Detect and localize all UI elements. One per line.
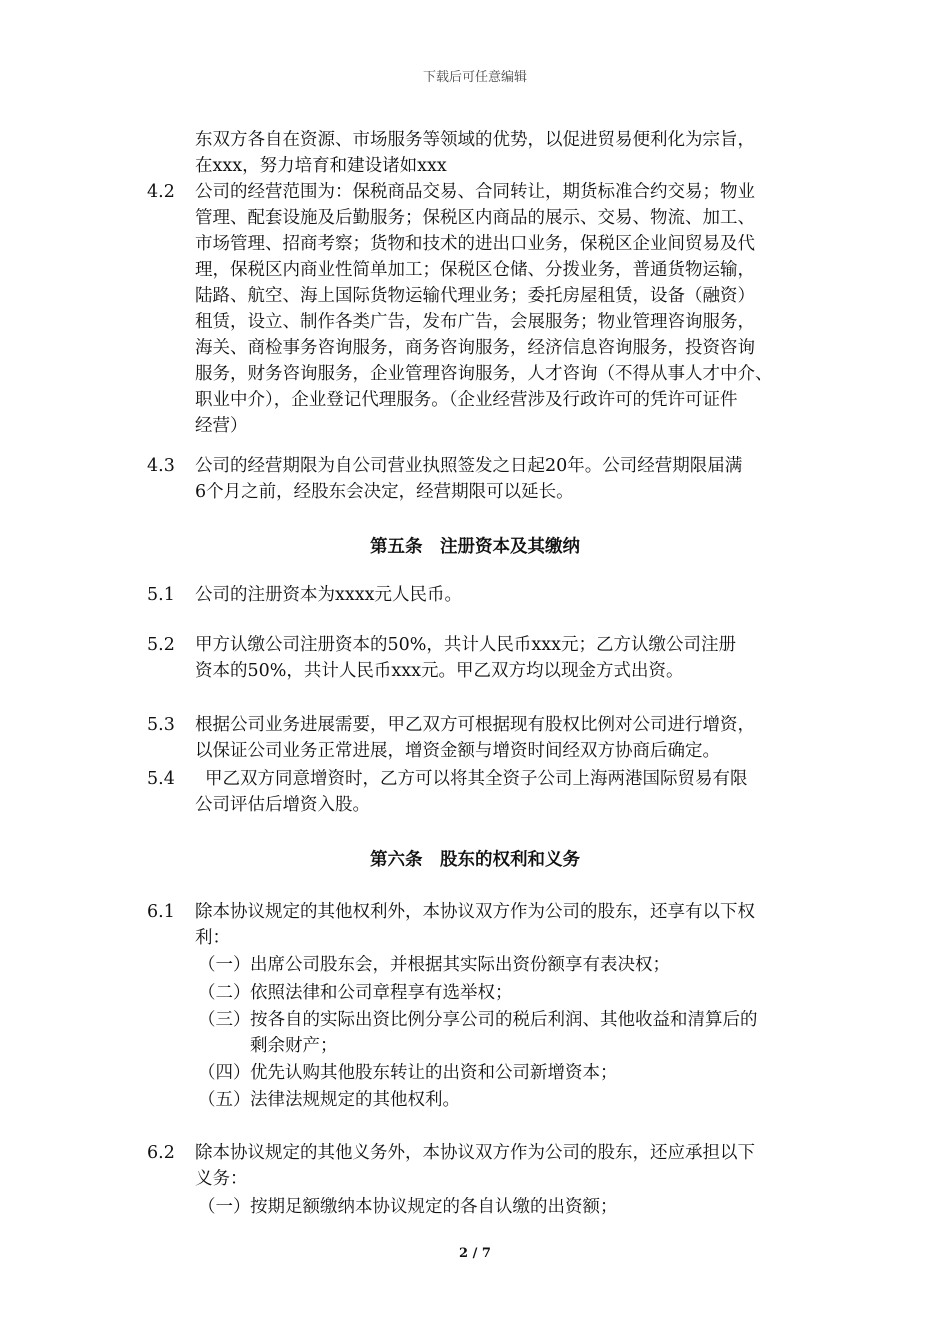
text-line: 理，保税区内商业性简单加工；保税区仓储、分拨业务，普通货物运输， <box>195 260 755 280</box>
text-line: 根据公司业务进展需要，甲乙双方可根据现有股权比例对公司进行增资， <box>195 715 755 735</box>
text-line: 陆路、航空、海上国际货物运输代理业务；委托房屋租赁，设备（融资） <box>195 286 755 306</box>
list-item-label: （五） <box>198 1090 251 1110</box>
text-line: 市场管理、招商考察；货物和技术的进出口业务，保税区企业间贸易及代 <box>195 234 755 254</box>
text-line: 职业中介），企业登记代理服务。（企业经营涉及行政许可的凭许可证件 <box>195 390 738 410</box>
section-heading: 第五条 注册资本及其缴纳 <box>370 537 580 557</box>
text-line: 在xxx，努力培育和建设诸如xxx <box>195 156 447 176</box>
clause-5-4 <box>195 766 748 818</box>
text-line: 经营） <box>195 416 248 436</box>
clause-6-2 <box>195 1140 755 1192</box>
text-line: 租赁，设立、制作各类广告，发布广告，会展服务；物业管理咨询服务， <box>195 312 755 332</box>
text-line: 公司的经营期限为自公司营业执照签发之日起20年。公司经营期限届满 <box>195 456 743 476</box>
text-line: 利： <box>195 928 230 948</box>
clause-5-3 <box>195 712 755 764</box>
list-item: 按期足额缴纳本协议规定的各自认缴的出资额； <box>250 1197 618 1217</box>
text-line: 义务： <box>195 1169 248 1189</box>
text-line: 公司评估后增资入股。 <box>195 795 370 815</box>
text-line: 公司的经营范围为：保税商品交易、合同转让，期货标准合约交易；物业 <box>195 182 755 202</box>
clause-5-1 <box>195 582 462 608</box>
clause-number: 4.3 <box>147 456 175 476</box>
list-item-label: （四） <box>198 1063 251 1083</box>
list-item-label: （一） <box>198 1197 251 1217</box>
text-line: 资本的50%，共计人民币xxx元。甲乙双方均以现金方式出资。 <box>195 661 684 681</box>
list-item: 按各自的实际出资比例分享公司的税后利润、其他收益和清算后的 <box>250 1010 758 1030</box>
text-line: 东双方各自在资源、市场服务等领域的优势，以促进贸易便利化为宗旨， <box>195 130 755 150</box>
text-line: 以保证公司业务正常进展，增资金额与增资时间经双方协商后确定。 <box>195 741 720 761</box>
clause-number: 6.2 <box>147 1143 175 1163</box>
clause-number: 6.1 <box>147 902 175 922</box>
text-line: 公司的注册资本为xxxx元人民币。 <box>195 585 462 605</box>
text-line: 甲方认缴公司注册资本的50%，共计人民币xxx元；乙方认缴公司注册 <box>195 635 737 655</box>
section-heading: 第六条 股东的权利和义务 <box>370 850 580 870</box>
clause-number: 4.2 <box>147 182 175 202</box>
page-header: 下载后可任意编辑 <box>422 70 527 85</box>
clause-4-3 <box>195 453 742 505</box>
text-line: 服务，财务咨询服务，企业管理咨询服务，人才咨询（不得从事人才中介、 <box>195 364 773 384</box>
page-number: 2 / 7 <box>459 1246 491 1261</box>
list-item-label: （一） <box>198 955 251 975</box>
clause-number: 5.3 <box>147 715 175 735</box>
text-line: 海关、商检事务咨询服务，商务咨询服务，经济信息咨询服务，投资咨询 <box>195 338 755 358</box>
clause-number: 5.2 <box>147 635 175 655</box>
list-item: 出席公司股东会，并根据其实际出资份额享有表决权； <box>250 955 670 975</box>
text-line: 除本协议规定的其他义务外，本协议双方作为公司的股东，还应承担以下 <box>195 1143 755 1163</box>
list-item: 法律法规规定的其他权利。 <box>250 1090 460 1110</box>
clause-number: 5.4 <box>147 769 175 789</box>
clause-number: 5.1 <box>147 585 175 605</box>
list-item-label: （二） <box>198 983 251 1003</box>
list-item-continuation: 剩余财产； <box>250 1036 338 1056</box>
clause-5-2 <box>195 632 736 684</box>
text-line: 6个月之前，经股东会决定，经营期限可以延长。 <box>195 482 574 502</box>
clause-4-2 <box>195 179 773 439</box>
text-line: 管理、配套设施及后勤服务；保税区内商品的展示、交易、物流、加工、 <box>195 208 755 228</box>
text-line: 除本协议规定的其他权利外，本协议双方作为公司的股东，还享有以下权 <box>195 902 755 922</box>
list-item-label: （三） <box>198 1010 251 1030</box>
list-item: 依照法律和公司章程享有选举权； <box>250 983 513 1003</box>
clause-6-1 <box>195 899 755 951</box>
intro-paragraph <box>195 127 755 179</box>
list-item: 优先认购其他股东转让的出资和公司新增资本； <box>250 1063 618 1083</box>
text-line: 甲乙双方同意增资时，乙方可以将其全资子公司上海两港国际贸易有限 <box>205 769 748 789</box>
